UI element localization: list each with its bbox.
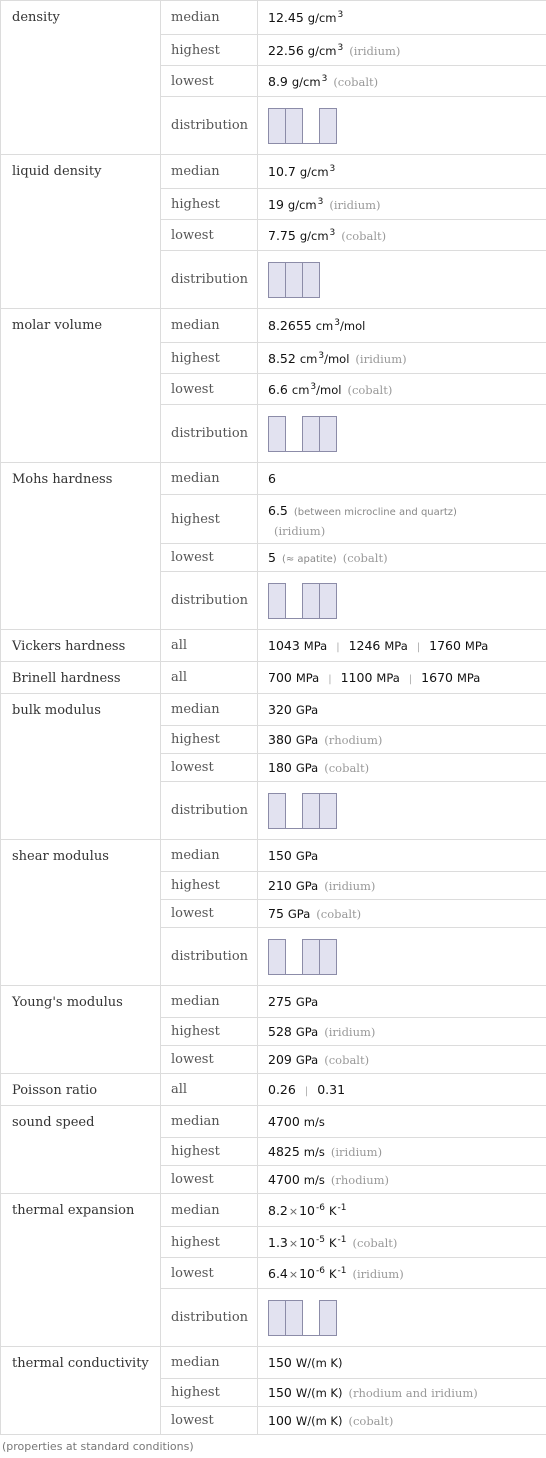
stat-value	[258, 155, 546, 189]
stat-value	[258, 726, 546, 754]
stat-label: distribution	[161, 251, 258, 309]
stat-label: all	[161, 662, 258, 694]
distribution-histogram	[268, 414, 348, 454]
stat-label: median	[161, 1347, 258, 1379]
value-unit: GPa	[295, 1025, 319, 1039]
distribution-cell	[258, 928, 546, 986]
property-name: sound speed	[1, 1106, 161, 1194]
value-number: 210	[268, 878, 292, 893]
stat-value	[258, 374, 546, 405]
value-note: (≈ apatite)	[281, 554, 337, 565]
separator: |	[304, 1086, 309, 1097]
unit-exponent: 3	[317, 196, 324, 207]
value-number: 1043	[268, 638, 300, 653]
stat-label: all	[161, 1074, 258, 1106]
value-unit: m/s	[303, 1145, 325, 1159]
value-number: 4700	[268, 1172, 300, 1187]
property-name: Poisson ratio	[1, 1074, 161, 1106]
value-unit: /mol	[316, 382, 342, 397]
separator: |	[336, 642, 340, 653]
value-number: 5	[268, 550, 276, 565]
unit-exponent: 3	[337, 10, 344, 20]
value-unit: W/(m K)	[295, 1356, 343, 1370]
value-note: (cobalt)	[324, 1053, 370, 1067]
value-number: 0.31	[317, 1082, 346, 1097]
value-number: 10.7	[268, 164, 296, 179]
value-note: (cobalt)	[316, 907, 362, 921]
value-exponent: -5	[316, 1234, 325, 1245]
stat-value	[258, 754, 546, 782]
value-note: (cobalt)	[352, 1235, 398, 1250]
distribution-histogram	[268, 106, 348, 146]
stat-label: distribution	[161, 782, 258, 840]
stat-value	[258, 1018, 546, 1046]
distribution-histogram	[268, 1298, 348, 1338]
stat-value	[258, 872, 546, 900]
histogram-bar	[302, 262, 320, 298]
value-unit: K	[328, 1235, 337, 1250]
histogram-bar	[302, 939, 320, 975]
table-row	[1, 309, 546, 343]
histogram-bar	[302, 583, 320, 619]
stat-value	[258, 662, 546, 694]
distribution-cell	[258, 251, 546, 309]
value-number: 19	[268, 196, 284, 212]
value-note: (cobalt)	[347, 382, 393, 397]
value-unit: g/cm	[287, 197, 317, 212]
distribution-histogram	[268, 260, 348, 300]
value-number: 380	[268, 732, 292, 747]
stat-value	[258, 463, 546, 495]
value-number: 1760	[429, 638, 461, 653]
stat-label: median	[161, 694, 258, 726]
value-number: 180	[268, 760, 292, 775]
distribution-cell	[258, 1289, 546, 1347]
stat-label: lowest	[161, 1046, 258, 1074]
table-row	[1, 986, 546, 1018]
value-note: (iridium)	[349, 43, 401, 58]
value-number: 6.5	[268, 503, 288, 518]
stat-label: median	[161, 155, 258, 189]
table-row	[1, 1106, 546, 1138]
distribution-cell	[258, 572, 546, 630]
distribution-histogram	[268, 791, 348, 831]
value-unit: W/(m K)	[295, 1386, 343, 1400]
stat-value	[258, 495, 546, 544]
stat-label: highest	[161, 1138, 258, 1166]
histogram-bar	[268, 1300, 286, 1336]
stat-value	[258, 1407, 546, 1435]
stat-value	[258, 694, 546, 726]
unit-exponent: 3	[321, 73, 328, 84]
stat-value	[258, 343, 546, 374]
times-sign: ×	[288, 1267, 299, 1281]
value-exponent: -6	[316, 1202, 325, 1213]
value-unit: GPa	[295, 703, 319, 717]
table-row	[1, 630, 546, 662]
value-unit: GPa	[295, 849, 319, 863]
value-unit: MPa	[303, 639, 328, 653]
stat-value	[258, 220, 546, 251]
stat-value	[258, 1166, 546, 1194]
distribution-histogram	[268, 581, 348, 621]
value-exponent: -6	[316, 1265, 325, 1276]
value-number: 209	[268, 1052, 292, 1067]
value-unit: GPa	[295, 733, 319, 747]
stat-label: highest	[161, 1018, 258, 1046]
property-name: thermal conductivity	[1, 1347, 161, 1435]
value-number: 4825	[268, 1144, 300, 1159]
property-name: shear modulus	[1, 840, 161, 986]
value-unit: m/s	[303, 1115, 325, 1129]
stat-label: all	[161, 630, 258, 662]
property-name: liquid density	[1, 155, 161, 309]
value-number: 6	[268, 471, 276, 486]
property-name: thermal expansion	[1, 1194, 161, 1347]
value-unit: g/cm	[307, 11, 337, 25]
value-number: 8.2655	[268, 318, 312, 333]
value-number: 1100	[340, 670, 373, 685]
stat-label: median	[161, 1106, 258, 1138]
value-number: 4700	[268, 1114, 300, 1129]
table-row	[1, 1074, 546, 1106]
value-unit: MPa	[376, 671, 400, 685]
value-unit: MPa	[456, 671, 481, 685]
value-number: 0.26	[268, 1082, 296, 1097]
property-name: Brinell hardness	[1, 662, 161, 694]
stat-label: distribution	[161, 405, 258, 463]
distribution-histogram	[268, 937, 348, 977]
stat-value	[258, 900, 546, 928]
unit-exponent: 3	[329, 164, 336, 174]
value-note: (rhodium)	[324, 733, 383, 747]
stat-label: median	[161, 1194, 258, 1227]
value-unit: cm	[299, 351, 318, 366]
stat-label: median	[161, 986, 258, 1018]
stat-value	[258, 1194, 546, 1227]
value-unit: MPa	[464, 639, 489, 653]
value-unit: GPa	[295, 1053, 319, 1067]
stat-label: median	[161, 1, 258, 35]
value-note: (cobalt)	[333, 74, 379, 89]
value-unit: GPa	[295, 995, 319, 1009]
property-name: molar volume	[1, 309, 161, 463]
stat-value	[258, 544, 546, 572]
stat-label: highest	[161, 1379, 258, 1407]
value-number: 6.6	[268, 381, 288, 397]
histogram-bar	[268, 108, 286, 144]
stat-value	[258, 309, 546, 343]
unit-exponent: 3	[329, 227, 336, 238]
value-unit: cm	[291, 382, 310, 397]
value-number: 528	[268, 1024, 292, 1039]
value-note: (iridium)	[352, 1266, 404, 1281]
stat-value	[258, 189, 546, 220]
value-note: (rhodium and iridium)	[348, 1386, 478, 1400]
histogram-bar	[268, 262, 286, 298]
unit-exponent: 3	[310, 381, 317, 392]
stat-label: highest	[161, 495, 258, 544]
value-unit: GPa	[287, 907, 311, 921]
stat-value	[258, 1046, 546, 1074]
unit-exponent: 3	[334, 318, 340, 328]
value-number: 1670	[421, 670, 453, 685]
value-base: 10	[299, 1202, 316, 1218]
value-unit: K	[328, 1203, 337, 1218]
times-sign: ×	[288, 1204, 299, 1218]
stat-label: highest	[161, 189, 258, 220]
stat-value	[258, 66, 546, 97]
value-number: 7.75	[268, 227, 296, 243]
separator: |	[328, 674, 332, 685]
stat-value	[258, 630, 546, 662]
stat-label: distribution	[161, 1289, 258, 1347]
value-number: 700	[268, 670, 292, 685]
footnote: (properties at standard conditions)	[2, 1440, 194, 1453]
stat-value	[258, 35, 546, 66]
histogram-bar	[268, 793, 286, 829]
value-number: 1.3	[268, 1234, 288, 1250]
distribution-cell	[258, 782, 546, 840]
stat-label: lowest	[161, 374, 258, 405]
value-note: (cobalt)	[324, 761, 370, 775]
histogram-bar	[319, 1300, 337, 1336]
value-note: (cobalt)	[348, 1414, 394, 1428]
value-number: 150	[268, 1355, 292, 1370]
value-unit: g/cm	[307, 43, 337, 58]
histogram-bar	[319, 583, 337, 619]
value-number: 8.9	[268, 73, 288, 89]
stat-label: distribution	[161, 928, 258, 986]
value-unit: g/cm	[291, 74, 321, 89]
value-number: 75	[268, 906, 284, 921]
stat-label: lowest	[161, 66, 258, 97]
value-unit: /mol	[340, 319, 366, 333]
property-name: Young's modulus	[1, 986, 161, 1074]
value-note: (iridium)	[324, 879, 376, 893]
distribution-cell	[258, 405, 546, 463]
value-number: 22.56	[268, 42, 304, 58]
property-name: density	[1, 1, 161, 155]
unit-exponent: -1	[337, 1234, 347, 1245]
value-base: 10	[299, 1265, 316, 1281]
stat-value	[258, 1347, 546, 1379]
value-unit: /mol	[324, 351, 350, 366]
stat-label: lowest	[161, 1258, 258, 1289]
value-note: (cobalt)	[341, 228, 387, 243]
histogram-bar	[285, 262, 303, 298]
stat-label: median	[161, 463, 258, 495]
separator: |	[408, 674, 413, 685]
unit-exponent: 3	[337, 42, 344, 53]
unit-exponent: -1	[337, 1202, 347, 1213]
value-unit: g/cm	[299, 165, 329, 179]
table-row	[1, 1194, 546, 1227]
histogram-bar	[319, 939, 337, 975]
value-note: (cobalt)	[342, 551, 388, 565]
stat-value	[258, 1138, 546, 1166]
table-row	[1, 840, 546, 872]
histogram-bar	[285, 108, 303, 144]
table-row	[1, 662, 546, 694]
value-number: 1246	[348, 638, 381, 653]
value-unit: m/s	[303, 1173, 325, 1187]
value-note: (iridium)	[355, 351, 407, 366]
table-row	[1, 1, 546, 35]
stat-label: median	[161, 840, 258, 872]
unit-exponent: -1	[337, 1265, 347, 1276]
stat-label: highest	[161, 726, 258, 754]
value-note: (between microcline and quartz)	[293, 507, 457, 518]
stat-value	[258, 1227, 546, 1258]
value-number: 150	[268, 1385, 292, 1400]
value-unit: GPa	[295, 879, 319, 893]
property-name: Mohs hardness	[1, 463, 161, 630]
histogram-bar	[302, 793, 320, 829]
stat-value	[258, 1074, 546, 1106]
property-name: bulk modulus	[1, 694, 161, 840]
stat-value	[258, 1258, 546, 1289]
stat-label: distribution	[161, 97, 258, 155]
histogram-bar	[268, 583, 286, 619]
histogram-bar	[319, 416, 337, 452]
value-number: 8.52	[268, 350, 296, 366]
stat-value	[258, 840, 546, 872]
stat-label: lowest	[161, 1407, 258, 1435]
stat-label: highest	[161, 35, 258, 66]
times-sign: ×	[288, 1236, 299, 1250]
value-unit: MPa	[384, 639, 408, 653]
stat-label: highest	[161, 1227, 258, 1258]
value-unit: K	[328, 1266, 337, 1281]
value-note: (iridium)	[330, 1145, 383, 1159]
separator: |	[416, 642, 421, 653]
value-number: 8.2	[268, 1202, 288, 1218]
value-note: (rhodium)	[330, 1173, 390, 1187]
stat-label: highest	[161, 343, 258, 374]
value-note: (iridium)	[329, 197, 381, 212]
stat-value	[258, 1, 546, 35]
value-number: 12.45	[268, 10, 304, 25]
value-base: 10	[299, 1234, 316, 1250]
table-row	[1, 155, 546, 189]
stat-label: lowest	[161, 1166, 258, 1194]
distribution-cell	[258, 97, 546, 155]
value-note: (iridium)	[324, 1025, 376, 1039]
table-row	[1, 694, 546, 726]
value-unit: W/(m K)	[295, 1414, 343, 1428]
value-number: 150	[268, 848, 292, 863]
property-name: Vickers hardness	[1, 630, 161, 662]
value-note: (iridium)	[274, 524, 326, 538]
stat-value	[258, 1379, 546, 1407]
stat-label: lowest	[161, 544, 258, 572]
stat-label: lowest	[161, 754, 258, 782]
table-row	[1, 463, 546, 495]
value-unit: GPa	[295, 761, 319, 775]
value-number: 275	[268, 994, 292, 1009]
stat-label: median	[161, 309, 258, 343]
unit-exponent: 3	[318, 350, 325, 361]
stat-label: lowest	[161, 220, 258, 251]
stat-label: distribution	[161, 572, 258, 630]
value-unit: g/cm	[299, 228, 329, 243]
histogram-bar	[319, 108, 337, 144]
histogram-bar	[285, 1300, 303, 1336]
stat-value	[258, 1106, 546, 1138]
histogram-bar	[268, 939, 286, 975]
histogram-bar	[268, 416, 286, 452]
histogram-bar	[302, 416, 320, 452]
table-row	[1, 1347, 546, 1379]
value-number: 320	[268, 702, 292, 717]
value-number: 6.4	[268, 1265, 288, 1281]
value-unit: MPa	[295, 671, 320, 685]
stat-label: highest	[161, 872, 258, 900]
stat-label: lowest	[161, 900, 258, 928]
stat-value	[258, 986, 546, 1018]
histogram-bar	[319, 793, 337, 829]
value-unit: cm	[315, 319, 334, 333]
value-number: 100	[268, 1413, 292, 1428]
